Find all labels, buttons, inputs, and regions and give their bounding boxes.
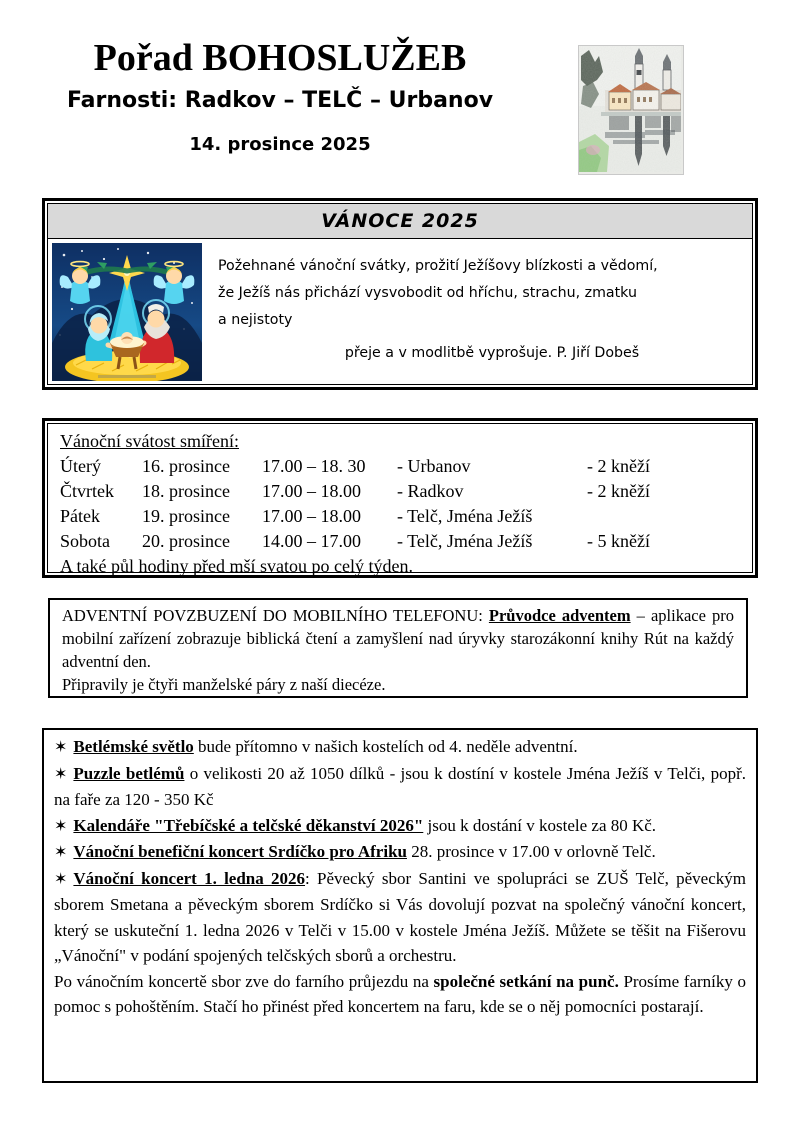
schedule-date: 19. prosince — [142, 506, 230, 526]
punch-highlight: společné setkání na punč. — [433, 971, 619, 991]
announcement-item-title: Puzzle betlémů — [73, 763, 185, 783]
schedule-day: Pátek — [60, 506, 100, 526]
announcement-item-title: Kalendáře "Třebíčské a telčské děkanství 2026" — [73, 815, 424, 835]
star-bullet-icon: ✶ — [54, 765, 68, 783]
greeting-signature: přeje a v modlitbě vyprošuje. P. Jiří Dobeš — [344, 345, 640, 361]
concert-title: Vánoční koncert 1. ledna 2026 — [73, 868, 306, 888]
schedule-priests: - 5 kněží — [587, 531, 650, 551]
header-title-block — [0, 36, 560, 158]
announcement-concert — [54, 866, 746, 969]
schedule-priests: - 2 kněží — [587, 481, 650, 501]
schedule-place: - Radkov — [397, 481, 464, 501]
advent-app-box — [48, 598, 748, 698]
schedule-priests — [587, 504, 687, 529]
schedule-date: 18. prosince — [142, 481, 230, 501]
parish-subtitle: Farnosti: Radkov – TELČ – Urbanov — [66, 88, 494, 113]
punch-text-part2: Prosíme farníky o pomoc s pohoštěním. Stačí ho přinést před koncertem na faru, kde se o něj pomocníci postarají. — [54, 971, 746, 1016]
announcement-punch-meeting — [54, 969, 746, 1020]
telc-town-watercolor-icon — [579, 46, 681, 172]
announcement-item — [54, 813, 746, 840]
schedule-row — [60, 479, 687, 504]
schedule-day: Úterý — [60, 456, 101, 476]
schedule-place: - Urbanov — [397, 456, 471, 476]
greeting-line-3: a nejistoty — [218, 312, 293, 328]
nativity-scene-icon — [52, 243, 202, 381]
announcement-item-text: jsou k dostání v kostele za 80 Kč. — [423, 815, 657, 835]
star-bullet-icon: ✶ — [54, 739, 68, 756]
announcement-item-title: Vánoční benefiční koncert Srdíčko pro Afriku — [73, 842, 407, 861]
announcement-item-text: o velikosti 20 až 1050 dílků - jsou k dostíní v kostele Jména Ježíš v Telči, popř. na faře za 120 - 350 Kč — [54, 763, 747, 809]
confession-schedule-table — [60, 454, 687, 554]
star-bullet-icon: ✶ — [54, 844, 68, 861]
christmas-greeting-heading: VÁNOCE 2025 — [48, 204, 752, 239]
schedule-row — [60, 529, 687, 554]
announcement-list — [54, 734, 746, 866]
announcement-item-text: bude přítomno v našich kostelích od 4. neděle adventní. — [193, 737, 578, 756]
issue-date: 14. prosince 2025 — [189, 134, 371, 155]
nativity-image — [52, 243, 204, 383]
schedule-row — [60, 454, 687, 479]
announcement-item-text: 28. prosince v 17.00 v orlovně Telč. — [406, 842, 656, 861]
concert-description: : Pěvecký sbor Santini ve spolupráci se ZUŠ Telč, pěveckým sborem Smetana a pěveckým sborem Srdíčko si Vás dovolují pozvat na společný vánoční koncert, který se uskuteční 1. ledna 2026 v Telči v 15.00 v kostele Jména Ježíš. Můžete se těšit na Fišerovu „Vánoční" v podání spojených telčských sborů a orchestru. — [54, 868, 746, 965]
schedule-time: 14.00 – 17.00 — [262, 531, 361, 551]
telc-town-photo — [578, 45, 684, 175]
schedule-time: 17.00 – 18. 30 — [262, 456, 366, 476]
advent-lead-label: ADVENTNÍ POVZBUZENÍ DO MOBILNÍHO TELEFONU: — [62, 606, 489, 625]
announcement-item-title: Betlémské světlo — [73, 737, 194, 756]
schedule-place: - Telč, Jména Ježíš — [397, 506, 533, 526]
document-header — [0, 0, 800, 180]
christmas-greeting-box — [42, 198, 758, 390]
announcement-item — [54, 734, 746, 761]
confession-schedule-title: Vánoční svátost smíření: — [60, 431, 239, 451]
advent-app-paragraph — [62, 604, 734, 673]
schedule-time: 17.00 – 18.00 — [262, 481, 361, 501]
announcement-item — [54, 761, 746, 813]
greeting-line-2: že Ježíš nás přichází vysvobodit od hříchu, strachu, zmatku — [218, 285, 637, 301]
schedule-date: 16. prosince — [142, 456, 230, 476]
schedule-day: Čtvrtek — [60, 481, 114, 501]
schedule-day: Sobota — [60, 531, 111, 551]
confession-schedule-box — [42, 418, 758, 578]
schedule-place: - Telč, Jména Ježíš — [397, 531, 533, 551]
schedule-time: 17.00 – 18.00 — [262, 506, 361, 526]
greeting-line-1: Požehnané vánoční svátky, prožití Ježíšovy blízkosti a vědomí, — [218, 258, 658, 274]
announcements-box — [42, 728, 758, 1083]
schedule-date: 20. prosince — [142, 531, 230, 551]
schedule-row — [60, 504, 687, 529]
star-bullet-icon: ✶ — [54, 870, 68, 888]
confession-footnote: A také půl hodiny před mší svatou po celý týden. — [60, 556, 413, 576]
advent-authors-line: Připravily je čtyři manželské páry z naší diecéze. — [62, 675, 386, 694]
page-title: Pořad BOHOSLUŽEB — [93, 37, 467, 79]
announcement-item — [54, 839, 746, 866]
star-bullet-icon: ✶ — [54, 817, 68, 835]
christmas-greeting-text — [204, 243, 752, 367]
advent-app-name: Průvodce adventem — [488, 606, 631, 625]
advent-body-text: – aplikace pro mobilní zařízení zobrazuje biblická čtení a zamyšlení nad úryvky starozákonní knihy Rút na každý adventní den. — [62, 606, 734, 671]
schedule-priests: - 2 kněží — [587, 456, 650, 476]
punch-text-part1: Po vánočním koncertě sbor zve do farního průjezdu na — [54, 971, 434, 991]
